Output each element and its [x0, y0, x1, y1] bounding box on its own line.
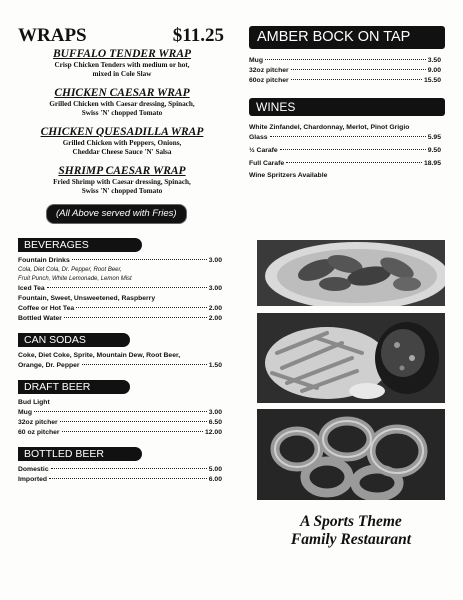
item-price: 2.00 [208, 315, 222, 322]
item-price: 12.00 [204, 429, 222, 436]
item-price: 1.50 [208, 362, 222, 369]
list-item [18, 408, 222, 418]
wine-spritzers-note: Wine Spritzers Available [249, 172, 328, 179]
item-label: Coffee or Hot Tea [18, 305, 75, 312]
food-photo-fries [257, 313, 445, 403]
item-label: Iced Tea [18, 285, 45, 292]
can-sodas-header: CAN SODAS [18, 333, 130, 347]
item-label: Domestic [18, 466, 49, 473]
list-item [18, 428, 222, 438]
tagline-line-2: Family Restaurant [290, 531, 412, 548]
item-subtext: Fruit Punch, White Lemonade, Lemon Mist [18, 276, 132, 282]
served-with-fries-note: (All Above served with Fries) [46, 204, 187, 224]
wraps-title: WRAPS [18, 25, 87, 46]
wrap-desc: Swiss 'N' chopped Tomato [81, 187, 163, 195]
wrap-name: SHRIMP CAESAR WRAP [58, 165, 186, 177]
item-label: 32oz pitcher [249, 67, 289, 74]
item-label: Mug [18, 409, 32, 416]
item-price: 3.50 [427, 57, 441, 64]
list-item [249, 56, 441, 66]
beverages-list [18, 256, 222, 324]
list-item [18, 256, 222, 266]
item-label: Orange, Dr. Pepper [18, 362, 80, 369]
list-item [18, 465, 222, 475]
amber-bock-list [249, 56, 441, 86]
item-price: 6.00 [208, 476, 222, 483]
list-item [18, 304, 222, 314]
item-price: 3.00 [208, 285, 222, 292]
item-label: Mug [249, 57, 263, 64]
item-price: 5.00 [208, 466, 222, 473]
tagline-line-1: A Sports Theme [300, 513, 402, 530]
wrap-desc: Grilled Chicken with Caesar dressing, Spinach, [49, 100, 195, 108]
left-column [18, 26, 226, 485]
item-price: 9.00 [427, 67, 441, 74]
wrap-item-chicken-caesar [18, 87, 226, 118]
item-label: Bottled Water [18, 315, 62, 322]
item-label: Glass [249, 134, 268, 141]
wrap-name: CHICKEN CAESAR WRAP [54, 87, 190, 99]
item-subtext: Fountain, Sweet, Unsweetened, Raspberry [18, 295, 156, 302]
wines-list [249, 123, 441, 181]
item-label: Coke, Diet Coke, Sprite, Mountain Dew, Root Beer, [18, 352, 181, 359]
item-price: 3.00 [208, 409, 222, 416]
list-item [18, 284, 222, 294]
list-item [249, 66, 441, 76]
list-item [249, 76, 441, 86]
wrap-item-buffalo [18, 48, 226, 79]
list-item [18, 418, 222, 428]
wrap-desc: Swiss 'N' chopped Tomato [81, 109, 163, 117]
item-label: Fountain Drinks [18, 257, 70, 264]
item-subtext: Cola, Diet Cola, Dr. Pepper, Root Beer, [18, 267, 122, 273]
wrap-name: CHICKEN QUESADILLA WRAP [40, 126, 204, 138]
wrap-desc: mixed in Cole Slaw [92, 70, 152, 78]
item-price: 15.50 [423, 77, 441, 84]
wraps-price: $11.25 [172, 25, 224, 46]
item-price: 9.50 [427, 147, 441, 154]
wrap-name: BUFFALO TENDER WRAP [52, 48, 192, 60]
list-item [18, 475, 222, 485]
list-item [249, 159, 441, 169]
wrap-desc: Grilled Chicken with Peppers, Onions, [62, 139, 182, 147]
item-label: Full Carafe [249, 160, 285, 167]
draft-beer-list [18, 398, 222, 438]
list-item [249, 133, 441, 143]
item-price: 18.95 [423, 160, 441, 167]
restaurant-tagline [262, 513, 440, 549]
list-item [249, 146, 441, 156]
item-label: Imported [18, 476, 48, 483]
bottled-beer-list [18, 465, 222, 485]
item-label: ½ Carafe [249, 147, 278, 154]
right-column [249, 26, 445, 181]
food-photo-onion-rings [257, 409, 445, 500]
wine-varieties: White Zinfandel, Chardonnay, Merlot, Pinot Grigio [249, 124, 410, 131]
item-label: 32oz pitcher [18, 419, 58, 426]
amber-bock-header: AMBER BOCK ON TAP [249, 26, 445, 49]
wrap-desc: Fried Shrimp with Caesar dressing, Spinach, [53, 178, 191, 186]
wrap-desc: Crisp Chicken Tenders with medium or hot, [54, 61, 190, 69]
item-price: 6.50 [208, 419, 222, 426]
item-price: 3.00 [208, 257, 222, 264]
item-label: 60 oz pitcher [18, 429, 60, 436]
item-subtitle: Bud Light [18, 399, 50, 406]
wrap-item-shrimp-caesar [18, 165, 226, 196]
can-sodas-list [18, 351, 222, 371]
bottled-beer-header: BOTTLED BEER [18, 447, 142, 461]
list-item [18, 314, 222, 324]
wraps-header [18, 26, 226, 46]
food-photo-wings [257, 240, 445, 306]
list-item [18, 361, 222, 371]
wrap-item-quesadilla [18, 126, 226, 157]
beverages-header: BEVERAGES [18, 238, 142, 252]
item-label: 60oz pitcher [249, 77, 289, 84]
wrap-desc: Cheddar Cheese Sauce 'N' Salsa [72, 148, 172, 156]
wines-header: WINES [249, 98, 445, 116]
item-price: 2.00 [208, 305, 222, 312]
draft-beer-header: DRAFT BEER [18, 380, 130, 394]
item-price: 5.95 [427, 134, 441, 141]
